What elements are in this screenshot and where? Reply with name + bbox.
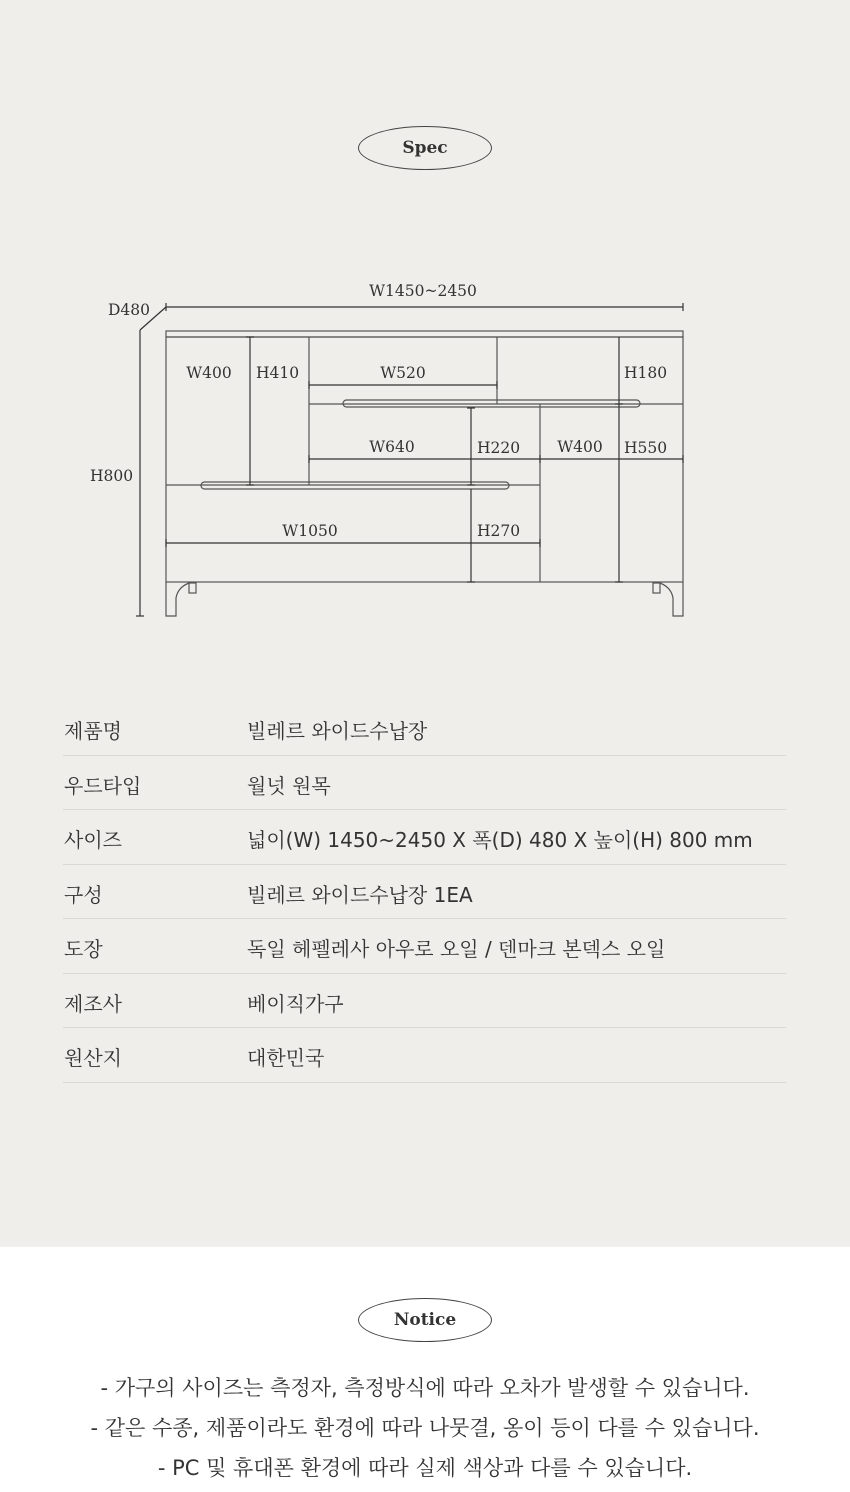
spec-label: 우드타입 (64, 773, 142, 798)
spec-row-finish (63, 919, 786, 974)
notice-line: - PC 및 휴대폰 환경에 따라 실제 색상과 다를 수 있습니다. (157, 1456, 693, 1480)
dim-label-total-width: W1450~2450 (369, 282, 477, 300)
dim-label-h550: H550 (624, 439, 668, 457)
spec-value: 빌레르 와이드수납장 1EA (247, 882, 473, 907)
dimension-lines (136, 303, 683, 616)
spec-label: 구성 (64, 882, 103, 907)
dimension-labels (90, 282, 667, 540)
spec-table (63, 701, 786, 1083)
spec-row-size (63, 810, 786, 865)
spec-value: 넓이(W) 1450~2450 X 폭(D) 480 X 높이(H) 800 mm (247, 828, 753, 852)
dim-label-w1050: W1050 (282, 522, 338, 540)
spec-label: 제조사 (64, 991, 122, 1016)
spec-value: 월넛 원목 (247, 773, 331, 798)
furniture-dimension-diagram (0, 270, 850, 630)
notice-heading: Notice (358, 1298, 492, 1342)
spec-label: 원산지 (64, 1046, 122, 1070)
spec-value: 베이직가구 (247, 991, 344, 1016)
spec-row-composition (63, 865, 786, 920)
dim-label-h270: H270 (477, 522, 521, 540)
dim-label-total-height: H800 (90, 467, 134, 485)
spec-row-product-name (63, 701, 786, 756)
notice-list (0, 1372, 850, 1492)
dim-label-h180: H180 (624, 364, 668, 382)
spec-label: 제품명 (64, 719, 122, 743)
spec-heading: Spec (358, 126, 492, 170)
dim-label-w640: W640 (369, 438, 415, 456)
notice-line: - 가구의 사이즈는 측정자, 측정방식에 따라 오차가 발생할 수 있습니다. (100, 1376, 750, 1400)
spec-value: 독일 헤펠레사 아우로 오일 / 덴마크 본덱스 오일 (247, 937, 666, 961)
spec-label: 도장 (64, 937, 103, 961)
spec-value: 대한민국 (247, 1046, 325, 1070)
dim-label-h220: H220 (477, 439, 521, 457)
spec-value: 빌레르 와이드수납장 (247, 719, 428, 743)
spec-label: 사이즈 (64, 828, 122, 852)
dim-label-w400-right: W400 (557, 438, 603, 456)
spec-row-origin (63, 1028, 786, 1083)
notice-line: - 같은 수종, 제품이라도 환경에 따라 나뭇결, 옹이 등이 다를 수 있습니다. (90, 1416, 760, 1440)
spec-row-wood-type (63, 756, 786, 811)
dim-label-w520: W520 (380, 364, 426, 382)
dim-label-w400-left: W400 (186, 364, 232, 382)
dim-label-h410: H410 (256, 364, 300, 382)
spec-row-manufacturer (63, 974, 786, 1029)
dim-label-depth: D480 (108, 301, 151, 319)
